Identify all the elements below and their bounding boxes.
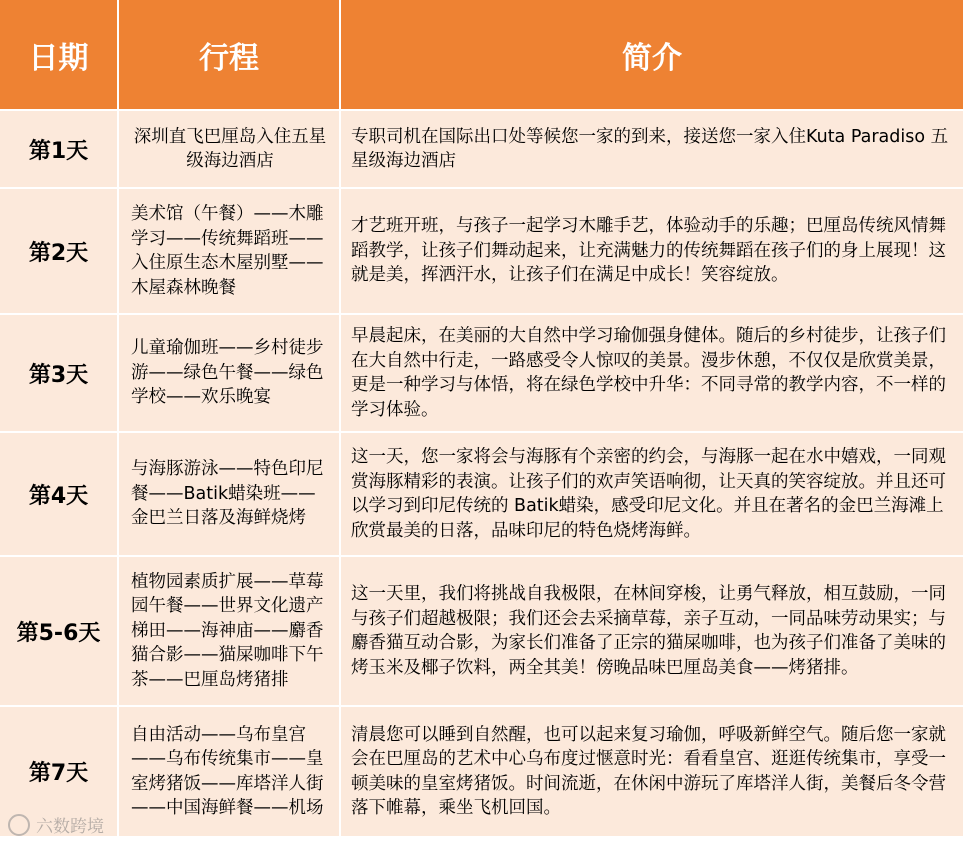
- day-cell: 第1天: [0, 110, 118, 188]
- header-itinerary: 行程: [118, 0, 340, 110]
- table-row: [0, 188, 963, 314]
- description-cell: 才艺班开班，与孩子一起学习木雕手艺，体验动手的乐趣；巴厘岛传统风情舞蹈教学，让孩子们舞动起来，让充满魅力的传统舞蹈在孩子们的身上展现！这就是美，挥洒汗水，让孩子们在满足中成长！笑容绽放。: [340, 188, 963, 314]
- table-row: [0, 706, 963, 836]
- day-cell: 第2天: [0, 188, 118, 314]
- table-header: [0, 0, 963, 110]
- watermark-logo-icon: [8, 814, 30, 836]
- itinerary-cell: 美术馆（午餐）——木雕学习——传统舞蹈班——入住原生态木屋别墅——木屋森林晚餐: [118, 188, 340, 314]
- header-description: 简介: [622, 40, 682, 76]
- table-row: [0, 432, 963, 556]
- itinerary-cell: 植物园素质扩展——草莓园午餐——世界文化遗产梯田——海神庙——麝香猫合影——猫屎咖啡下午茶——巴厘岛烤猪排: [118, 556, 340, 706]
- description-cell: 这一天，您一家将会与海豚有个亲密的约会，与海豚一起在水中嬉戏，一同观赏海豚精彩的表演。让孩子们的欢声笑语响彻，让天真的笑容绽放。并且还可以学习到印尼传统的 Batik蜡染，感受印尼文化。并且在著名的金巴兰海滩上欣赏最美的日落，品味印尼的特色烧烤海鲜。: [340, 432, 963, 556]
- description-cell: 早晨起床，在美丽的大自然中学习瑜伽强身健体。随后的乡村徒步，让孩子们在大自然中行走，一路感受令人惊叹的美景。漫步休憩，不仅仅是欣赏美景，更是一种学习与体悟，将在绿色学校中升华：不同寻常的教学内容，不一样的学习体验。: [340, 314, 963, 432]
- itinerary-cell: 儿童瑜伽班——乡村徒步游——绿色午餐——绿色学校——欢乐晚宴: [118, 314, 340, 432]
- table-body: [0, 110, 963, 836]
- watermark: [8, 812, 104, 837]
- header-row: [0, 0, 963, 110]
- itinerary-cell: 与海豚游泳——特色印尼餐——Batik蜡染班——金巴兰日落及海鲜烧烤: [118, 432, 340, 556]
- watermark-text: 六数跨境: [36, 817, 104, 837]
- day-cell: 第4天: [0, 432, 118, 556]
- description-cell: 清晨您可以睡到自然醒，也可以起来复习瑜伽，呼吸新鲜空气。随后您一家就会在巴厘岛的艺术中心乌布度过惬意时光：看看皇宫、逛逛传统集市，享受一顿美味的皇室烤猪饭。时间流逝，在休闲中游玩了库塔洋人街，美餐后冬令营落下帷幕，乘坐飞机回国。: [340, 706, 963, 836]
- description-cell: 专职司机在国际出口处等候您一家的到来，接送您一家入住Kuta Paradiso 五星级海边酒店: [340, 110, 963, 188]
- table-row: [0, 556, 963, 706]
- day-cell: 第7天: [0, 706, 118, 836]
- table-row: [0, 314, 963, 432]
- day-cell: 第5-6天: [0, 556, 118, 706]
- itinerary-cell: 自由活动——乌布皇宫——乌布传统集市——皇室烤猪饭——库塔洋人街——中国海鲜餐——机场: [118, 706, 340, 836]
- day-cell: 第3天: [0, 314, 118, 432]
- table-row: [0, 110, 963, 188]
- header-date: 日期: [0, 0, 118, 110]
- itinerary-cell: 深圳直飞巴厘岛入住五星级海边酒店: [118, 110, 340, 188]
- description-cell: 这一天里，我们将挑战自我极限，在林间穿梭，让勇气释放，相互鼓励，一同与孩子们超越极限；我们还会去采摘草莓，亲子互动，一同品味劳动果实；与麝香猫互动合影，为家长们准备了正宗的猫屎咖啡，也为孩子们准备了美味的烤玉米及椰子饮料，两全其美！傍晚品味巴厘岛美食——烤猪排。: [340, 556, 963, 706]
